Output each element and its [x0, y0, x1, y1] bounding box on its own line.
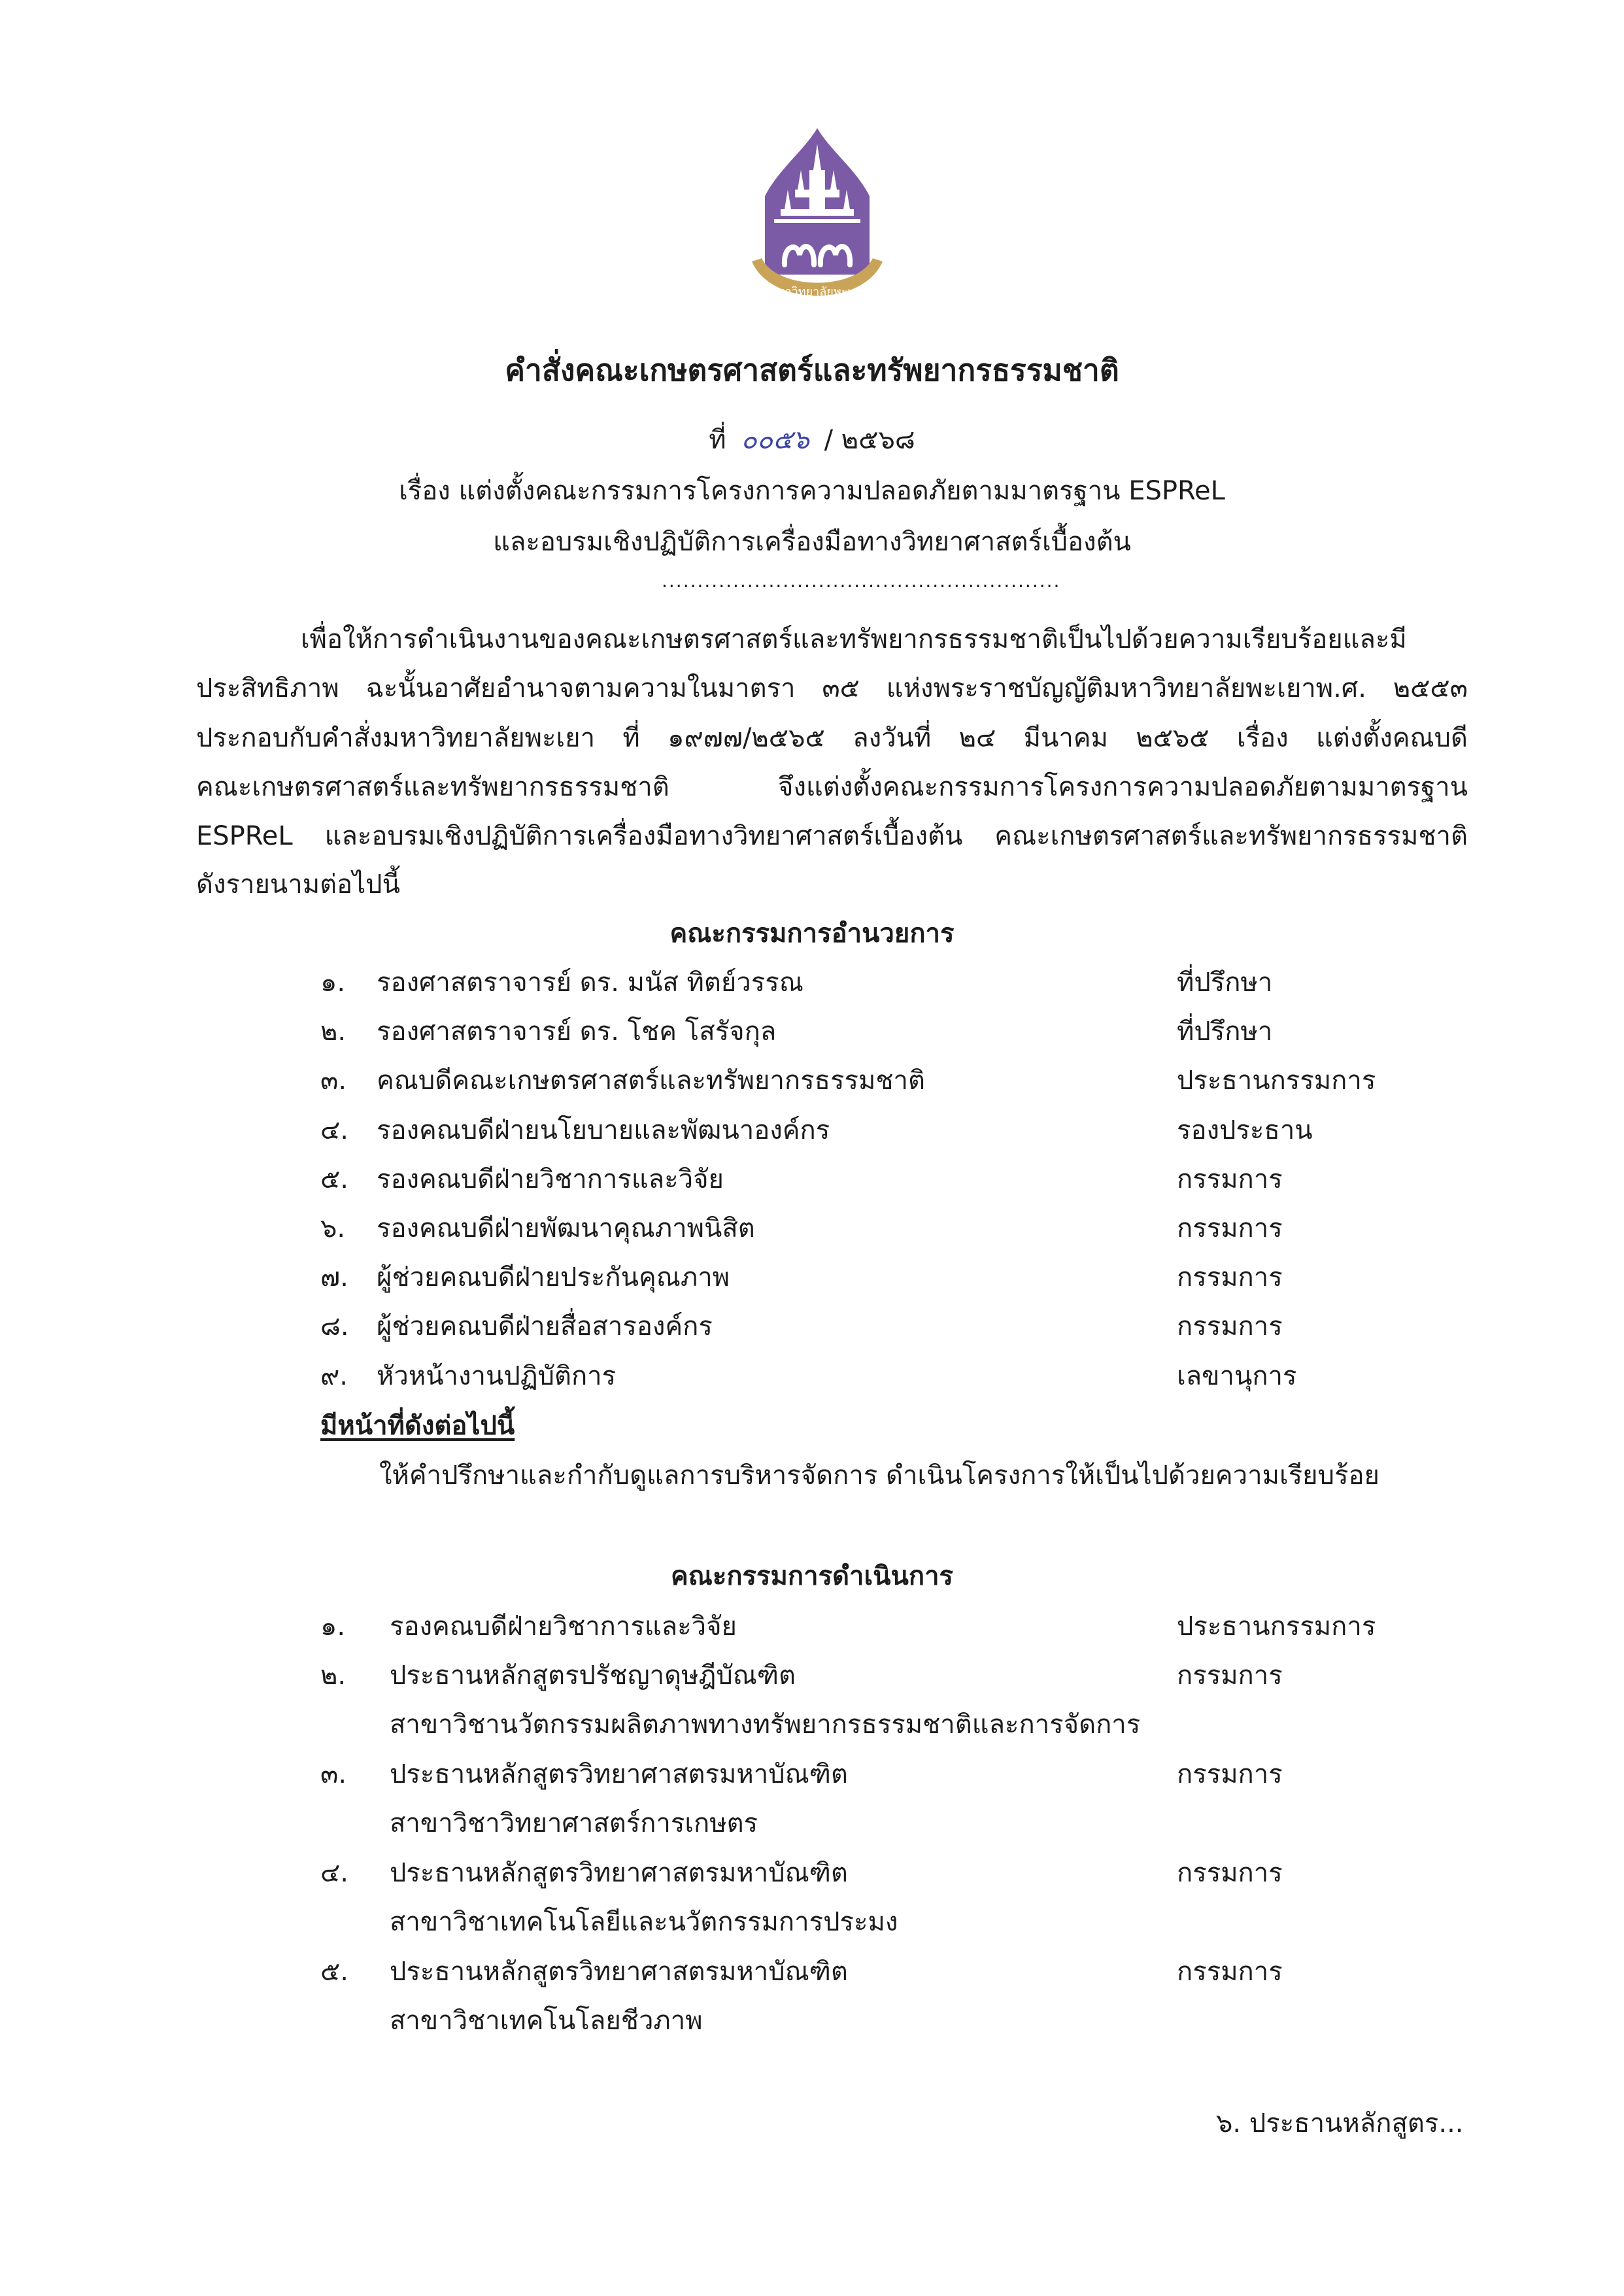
- advisory-item-name: ผู้ช่วยคณบดีฝ่ายสื่อสารองค์กร: [377, 1311, 713, 1342]
- advisory-item-role: กรรมการ: [1177, 1213, 1283, 1243]
- advisory-item-number: ๒.: [320, 1017, 347, 1047]
- advisory-item-role: เลขานุการ: [1177, 1361, 1297, 1391]
- advisory-item-number: ๖.: [320, 1213, 346, 1243]
- body-line: เพื่อให้การดำเนินงานของคณะเกษตรศาสตร์และทรัพยากรธรรมชาติเป็นไปด้วยความเรียบร้อยและมี: [301, 624, 1407, 654]
- operation-item-role: กรรมการ: [1177, 1858, 1283, 1888]
- advisory-item-number: ๑.: [320, 968, 346, 998]
- operation-item-name: รองคณบดีฝ่ายวิชาการและวิจัย: [390, 1612, 737, 1642]
- operation-item-role: กรรมการ: [1177, 1957, 1283, 1987]
- operation-item-role: กรรมการ: [1177, 1759, 1283, 1789]
- operation-item-name: ประธานหลักสูตรวิทยาศาสตรมหาบัณฑิต: [390, 1858, 848, 1888]
- operation-item-name: ประธานหลักสูตรปรัชญาดุษฎีบัณฑิต: [390, 1661, 796, 1691]
- advisory-item-role: ที่ปรึกษา: [1177, 1017, 1273, 1047]
- advisory-item-number: ๗.: [320, 1262, 348, 1292]
- advisory-item-number: ๕.: [320, 1164, 348, 1194]
- duty-heading: มีหน้าที่ดังต่อไปนี้: [320, 1411, 515, 1441]
- operation-item-subname: สาขาวิชาเทคโนโลยชีวภาพ: [390, 2006, 703, 2036]
- university-logo: [732, 124, 902, 314]
- operation-committee-title: คณะกรรมการดำเนินการ: [670, 1561, 954, 1591]
- advisory-item-number: ๔.: [320, 1115, 348, 1145]
- subject-line-1: เรื่อง แต่งตั้งคณะกรรมการโครงการความปลอดภัยตามมาตรฐาน ESPReL: [399, 476, 1225, 506]
- advisory-item-name: คณบดีคณะเกษตรศาสตร์และทรัพยากรธรรมชาติ: [377, 1066, 925, 1096]
- advisory-item-name: หัวหน้างานปฏิบัติการ: [377, 1361, 617, 1391]
- body-line: คณะเกษตรศาสตร์และทรัพยากรธรรมชาติ จึงแต่งตั้งคณะกรรมการโครงการความปลอดภัยตามมาตรฐาน: [196, 772, 1468, 802]
- body-line: ประสิทธิภาพ ฉะนั้นอาศัยอำนาจตามความในมาตรา ๓๕ แห่งพระราชบัญญัติมหาวิทยาลัยพะเยาพ.ศ. ๒๕๕๓: [196, 673, 1468, 703]
- advisory-item-name: ผู้ช่วยคณบดีฝ่ายประกันคุณภาพ: [377, 1262, 730, 1292]
- operation-item-name: ประธานหลักสูตรวิทยาศาสตรมหาบัณฑิต: [390, 1759, 848, 1789]
- body-line: ESPReL และอบรมเชิงปฏิบัติการเครื่องมือทางวิทยาศาสตร์เบื้องต้น คณะเกษตรศาสตร์และทรัพยากรธรรมชาติ: [196, 821, 1468, 851]
- advisory-item-name: รองศาสตราจารย์ ดร. มนัส ทิตย์วรรณ: [377, 968, 804, 998]
- advisory-item-role: กรรมการ: [1177, 1311, 1283, 1342]
- order-number-handwritten: ๐๐๕๖: [741, 425, 809, 455]
- duty-text: ให้คำปรึกษาและกำกับดูแลการบริหารจัดการ ดำเนินโครงการให้เป็นไปด้วยความเรียบร้อย: [379, 1460, 1379, 1491]
- operation-item-role: กรรมการ: [1177, 1661, 1283, 1691]
- advisory-item-role: กรรมการ: [1177, 1164, 1283, 1194]
- logo-caption: มหาวิทยาลัยพะเยา: [769, 285, 866, 299]
- advisory-item-role: กรรมการ: [1177, 1262, 1283, 1292]
- advisory-item-role: รองประธาน: [1177, 1115, 1313, 1145]
- advisory-item-number: ๙.: [320, 1361, 348, 1391]
- operation-item-subname: สาขาวิชาเทคโนโลยีและนวัตกรรมการประมง: [390, 1907, 898, 1937]
- advisory-item-name: รองคณบดีฝ่ายนโยบายและพัฒนาองค์กร: [377, 1115, 830, 1145]
- order-prefix: ที่: [709, 425, 726, 455]
- advisory-item-name: รองคณบดีฝ่ายพัฒนาคุณภาพนิสิต: [377, 1213, 755, 1243]
- order-number: [0, 418, 1624, 460]
- advisory-item-number: ๓.: [320, 1066, 347, 1096]
- advisory-committee-title: คณะกรรมการอำนวยการ: [669, 919, 955, 949]
- document-title: คำสั่งคณะเกษตรศาสตร์และทรัพยากรธรรมชาติ: [505, 352, 1119, 388]
- advisory-item-number: ๘.: [320, 1311, 349, 1342]
- operation-item-number: ๒.: [320, 1661, 347, 1691]
- body-line: ดังรายนามต่อไปนี้: [196, 869, 400, 900]
- operation-item-subname: สาขาวิชาวิทยาศาสตร์การเกษตร: [390, 1808, 758, 1838]
- advisory-item-role: ประธานกรรมการ: [1177, 1066, 1376, 1096]
- advisory-item-name: รองคณบดีฝ่ายวิชาการและวิจัย: [377, 1164, 724, 1194]
- advisory-item-role: ที่ปรึกษา: [1177, 968, 1273, 998]
- separator-dots: ........................................................: [662, 570, 1061, 592]
- operation-item-subname: สาขาวิชานวัตกรรมผลิตภาพทางทรัพยากรธรรมชาติและการจัดการ: [390, 1710, 1141, 1740]
- body-line: ประกอบกับคำสั่งมหาวิทยาลัยพะเยา ที่ ๑๙๗๗/๒๕๖๕ ลงวันที่ ๒๔ มีนาคม ๒๕๖๕ เรื่อง แต่งตั้งคณบดี: [196, 723, 1468, 753]
- continuation-marker: ๖. ประธานหลักสูตร...: [1216, 2108, 1464, 2138]
- operation-item-number: ๑.: [320, 1612, 346, 1642]
- operation-item-name: ประธานหลักสูตรวิทยาศาสตรมหาบัณฑิต: [390, 1957, 848, 1987]
- advisory-item-name: รองศาสตราจารย์ ดร. โชค โสรัจกุล: [377, 1017, 777, 1047]
- operation-item-number: ๔.: [320, 1858, 348, 1888]
- operation-item-number: ๓.: [320, 1759, 347, 1789]
- operation-item-number: ๕.: [320, 1957, 348, 1987]
- subject-line-2: และอบรมเชิงปฏิบัติการเครื่องมือทางวิทยาศาสตร์เบื้องต้น: [493, 527, 1131, 557]
- operation-item-role: ประธานกรรมการ: [1177, 1612, 1376, 1642]
- order-year: / ๒๕๖๘: [824, 425, 915, 455]
